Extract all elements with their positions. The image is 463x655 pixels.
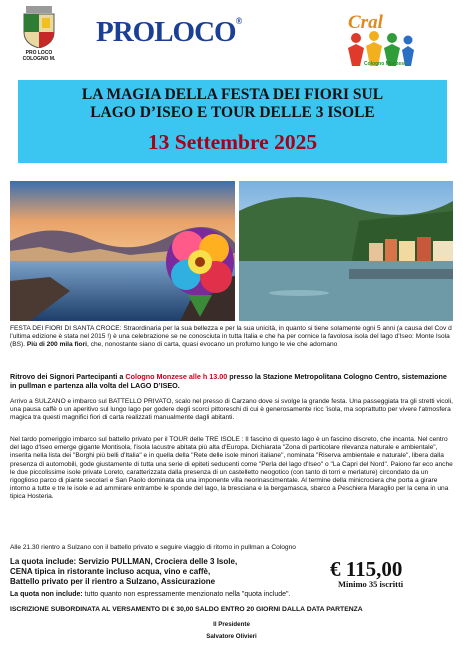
festival-text: : Straordinaria per la sua bellezza e per la sua unicità, in quanto si tiene solamente ogni 5 anni (a causa del Cov d l'ultima edizione è stata nel 2015 !) è una celebrazione se ne conosciuta in tutta Italia e che ha per cornice la favolosa isola del lago d'Iseo: Monte Isola (BS). [10, 325, 452, 349]
president-name: Salvatore Olivieri [206, 633, 257, 640]
excludes-line [10, 590, 290, 600]
excludes-text: tutto quanto non espressamente menzionato nella "quota include". [84, 591, 291, 598]
town-crest-icon [22, 6, 56, 48]
cral-logo-text: Cral [348, 12, 383, 33]
title-line-2: LAGO D’ISEO E TOUR DELLE 3 ISOLE [90, 104, 375, 121]
lake-village-photo [239, 181, 453, 321]
meeting-d: LAGO D’ISEO. [130, 381, 180, 390]
minimum-participants: Minimo 35 iscritti [338, 579, 404, 589]
proloco-logo-text: PROLOCO [96, 16, 236, 48]
excludes-label: La quota non include: [10, 591, 83, 598]
header [0, 0, 463, 80]
cral-subtitle: Cologno Monzese [364, 61, 407, 67]
includes-line-2: CENA tipica in ristorante incluso acqua, vino e caffè, [10, 567, 211, 576]
proloco-logo [96, 16, 241, 49]
festival-text-2: , che, nonostante siano di carta, quasi evocano un profumo lungo le vie che adornano [86, 341, 338, 349]
paragraph-arrival: Arrivo a SULZANO e imbarco sul BATTELLO PRIVATO, scalo nel presso di Carzano dove si svolge la grande festa. Una passeggiata tra gli stretti vicoli, una pausa caffè o un aperitivo sul lungo lago per godere degli scorci pittoreschi di cui è generosamente ricc 'isola, ma soprattutto per vivere l'atmosfera magica tra questi magnifici fiori di carta realizzati manualmente dagli abitanti. [10, 398, 453, 422]
paragraph-festival [10, 325, 453, 350]
includes-line-3: Battello privato per il rientro a Sulzano, Assicurazione [10, 577, 216, 586]
event-date: 13 Settembre 2025 [147, 130, 318, 154]
festival-bold: Più di 200 mila fiori [26, 341, 87, 349]
paper-flowers-image [158, 217, 242, 317]
meeting-c: presso la Stazione Metropolitana Cologno Centro, sistemazione in pullman e partenza alla volta del [10, 372, 447, 390]
paragraph-tour: Nel tardo pomeriggio imbarco sul battello privato per il TOUR delle TRE ISOLE : Il fascino di questo lago è un fascino discreto, che incanta. Nel centro del lago d'Iseo emerge gigante Montisola, l'isola lacustre abitata più alta d'Europa. Dichiarata "Zona di particolare rilevanza naturale e ambientale", inserita nella lista dei "Borghi più belli d'Italia" e in quella della "Rete delle isole minori italiane", nominata "Riserva ambientale e naturale", libera dalla presenza di automobili, gode giustamente di tutta una serie di epiteti seducenti come "Perla del lago d'Iseo" o "La Capri del Nord". Paiono far eco anche le due piccolissime isole private Loreto, caratterizzata dalla presenza di un castelletto neogotico (con tanto di torri e merlature) circondato da un rigoglioso parco di piante secolari e San Paolo dominata da una imponente villa neorinascimentale. Al termine della minicrociera che porta a girare intorno a tutte e tre le isole e ad ammirare entrambe le sponde del lago, la bresciana e la bergamasca, sbarco a Peschiera Maraglio per la cena in una tipica Hosteria. [10, 436, 453, 501]
festival-lead: FESTA DEI FIORI DI SANTA CROCE [10, 325, 120, 332]
paragraph-meeting [10, 372, 453, 390]
meeting-a: Ritrovo dei Signori Partecipanti a [10, 372, 126, 381]
deposit-note: ISCRIZIONE SUBORDINATA AL VERSAMENTO DI € 30,00 SALDO ENTRO 20 GIORNI DALLA DATA PARTENZA [10, 606, 363, 613]
registered-mark: ® [235, 16, 242, 26]
price: € 115,00 [330, 557, 403, 581]
meeting-time: Cologno Monzese alle h 13.00 [125, 372, 228, 381]
crest-caption: PRO LOCO COLOGNO M. [22, 50, 56, 62]
title-banner [18, 80, 447, 163]
paragraph-return: Alle 21.30 rientro a Sulzano con il battello privato e seguire viaggio di ritorno in pullman a Cologno [10, 544, 296, 551]
title-line-1: LA MAGIA DELLA FESTA DEI FIORI SUL [81, 86, 384, 103]
president-label: Il Presidente [213, 621, 250, 628]
includes-line-1: La quota include: Servizio PULLMAN, Crociera delle 3 Isole, [10, 557, 238, 566]
